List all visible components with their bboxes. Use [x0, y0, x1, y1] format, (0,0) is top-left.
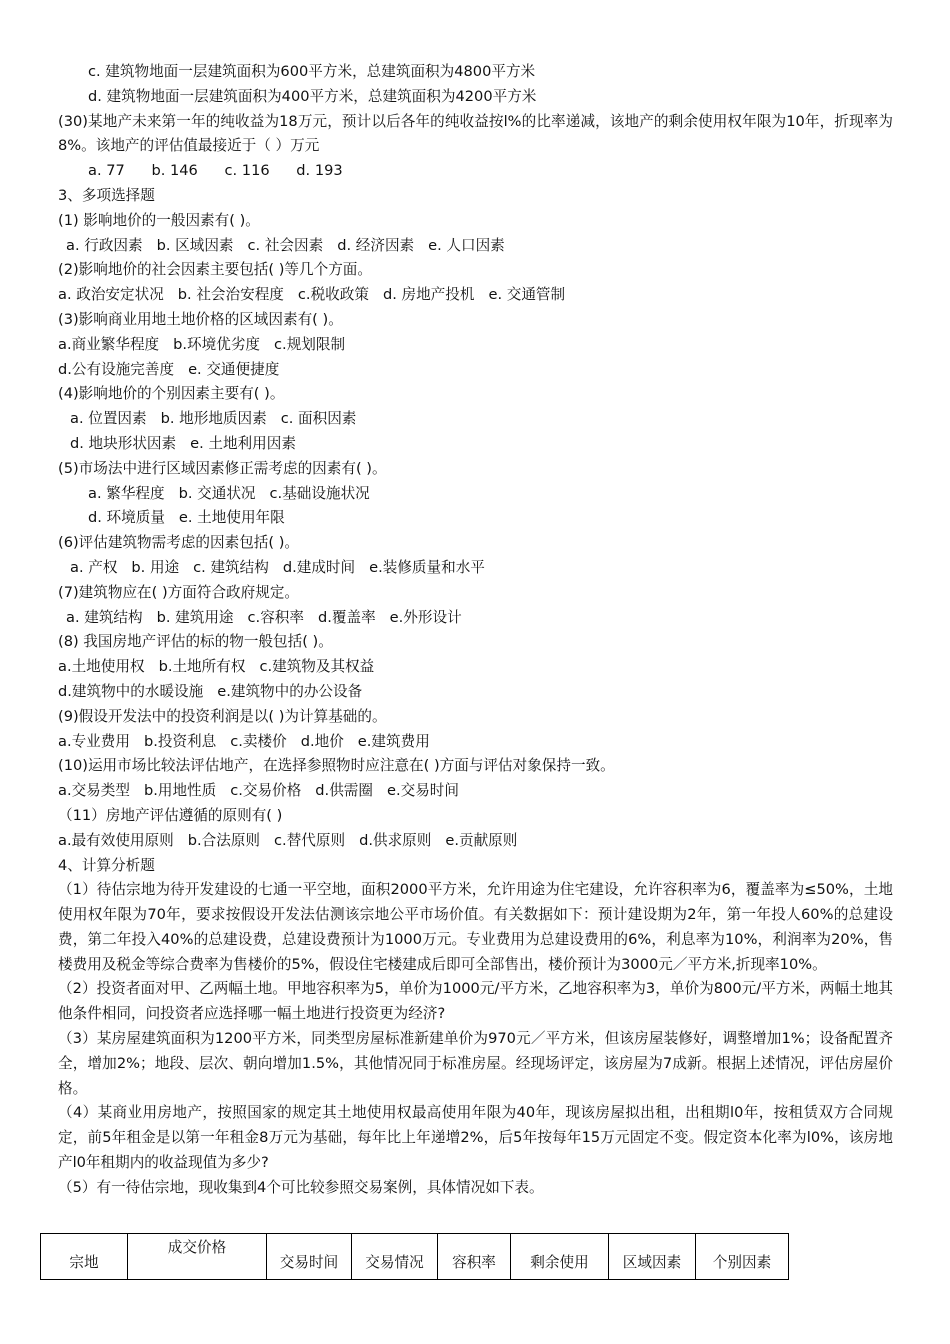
- option: d.供需圈: [315, 782, 373, 800]
- option: d. 经济因素: [337, 236, 415, 254]
- option: d. 环境质量: [88, 509, 165, 527]
- option: b.用地性质: [143, 782, 217, 800]
- option: e. 土地利用因素: [190, 434, 296, 452]
- option: d. 房地产投机: [382, 286, 475, 304]
- option: c.卖楼价: [230, 732, 287, 750]
- calc-question-3: （3）某房屋建筑面积为1200平方米，同类型房屋标准新建单价为970元／平方米，但该房屋装修好，调整增加1%；设备配置齐全，增加2%；地段、层次、朝向增加1.5%，其他情况同于标准房屋。经现场评定，该房屋为7成新。根据上述情况，评估房屋价格。: [58, 1030, 893, 1097]
- table-header-cell: 交易时间: [267, 1234, 352, 1280]
- option: c. 116: [224, 162, 270, 180]
- option: e. 交通管制: [488, 286, 566, 304]
- option: b.环境优劣度: [173, 335, 261, 353]
- question-options: [58, 234, 893, 259]
- option: d. 地块形状因素: [70, 434, 177, 452]
- option: a. 政治安定状况: [58, 286, 164, 304]
- question-3: (3)影响商业用地土地价格的区域因素有( )。: [58, 310, 343, 328]
- question-options: [58, 606, 893, 631]
- option: b.合法原则: [187, 831, 261, 849]
- option: a.交易类型: [58, 782, 130, 800]
- question-30: (30)某地产未来第一年的纯收益为18万元，预计以后各年的纯收益按l%的比率递减，该地产的剩余使用权年限为10年，折现率为8%。该地产的评估值最接近于（ ）万元: [58, 112, 893, 155]
- question-options: [58, 407, 893, 432]
- option: d.覆盖率: [317, 608, 376, 626]
- question-6: (6)评估建筑物需考虑的因素包括( )。: [58, 534, 300, 552]
- option: e.贡献原则: [445, 831, 518, 849]
- option: d.建筑物中的水暖设施: [58, 682, 204, 700]
- question-11: （11）房地产评估遵循的原则有( ): [58, 806, 283, 824]
- comparison-table: [40, 1233, 789, 1280]
- calc-question-5: （5）有一待估宗地，现收集到4个可比较参照交易案例，具体情况如下表。: [58, 1178, 544, 1196]
- document-body: [58, 60, 893, 1201]
- option: a.专业费用: [58, 732, 130, 750]
- table-header-cell: 交易情况: [352, 1234, 438, 1280]
- question-options: [58, 482, 893, 507]
- question-4: (4)影响地价的个别因素主要有( )。: [58, 385, 285, 403]
- option: c.替代原则: [274, 831, 346, 849]
- option: c. 社会因素: [247, 236, 324, 254]
- option: e.建筑物中的办公设备: [217, 682, 363, 700]
- question-options: [58, 680, 893, 705]
- question-9: (9)假设开发法中的投资利润是以( )为计算基础的。: [58, 707, 387, 725]
- option: b. 地形地质因素: [160, 410, 267, 428]
- option: e. 土地使用年限: [178, 509, 285, 527]
- question-options: [58, 358, 893, 383]
- option: c.容积率: [247, 608, 304, 626]
- question-5: (5)市场法中进行区域因素修正需考虑的因素有( )。: [58, 459, 387, 477]
- option: a.商业繁华程度: [58, 335, 160, 353]
- option-line: c. 建筑物地面一层建筑面积为600平方米，总建筑面积为4800平方米: [88, 63, 536, 80]
- option: c.规划限制: [274, 335, 346, 353]
- calc-question-4: （4）某商业用房地产，按照国家的规定其土地使用权最高使用年限为40年，现该房屋拟出租，出租期l0年，按租赁双方合同规定，前5年租金是以第一年租金8万元为基础，每年比上年递增2%，后5年按每年15万元固定不变。假定资本化率为l0%，该房地产l0年租期内的收益现值为多少?: [58, 1104, 893, 1172]
- option: a.土地使用权: [58, 658, 145, 676]
- option: e.建筑费用: [357, 732, 430, 750]
- question-options: [58, 432, 893, 457]
- option: d.建成时间: [282, 558, 356, 576]
- option: c.交易价格: [230, 782, 302, 800]
- option: b. 146: [151, 162, 198, 180]
- table-header-cell: 容积率: [438, 1234, 511, 1280]
- question-options: [58, 829, 893, 854]
- calc-question-2: （2）投资者面对甲、乙两幅土地。甲地容积率为5，单价为1000元/平方米，乙地容积率为3，单价为800元/平方米，两幅土地其他条件相同，问投资者应选择哪一幅土地进行投资更为经济?: [58, 980, 893, 1023]
- option: c. 建筑结构: [193, 558, 269, 576]
- option: d.公有设施完善度: [58, 360, 175, 378]
- table-header-cell: 宗地: [41, 1234, 128, 1280]
- question-8: (8) 我国房地产评估的标的物一般包括( )。: [58, 633, 333, 651]
- question-options: [58, 506, 893, 531]
- option: a. 产权: [70, 558, 118, 576]
- question-30-options: [58, 159, 893, 184]
- section-title: 3、多项选择题: [58, 186, 155, 204]
- option: b. 区域因素: [156, 236, 234, 254]
- table-header-cell: 剩余使用: [511, 1234, 609, 1280]
- question-7: (7)建筑物应在( )方面符合政府规定。: [58, 583, 300, 601]
- question-options: [58, 283, 893, 308]
- calc-question-1: （1）待估宗地为待开发建设的七通一平空地，面积2000平方米，允许用途为住宅建设，允许容积率为6，覆盖率为≤50%，土地使用权年限为70年，要求按假设开发法估测该宗地公平市场价值。有关数据如下：预计建设期为2年，第一年投人60%的总建设费，第二年投入40%的总建设费，总建设费预计为1000万元。专业费用为总建设费用的6%，利息率为10%，利润率为20%，售楼费用及税金等综合费率为售楼价的5%，假设住宅楼建成后即可全部售出，楼价预计为3000元／平方米,折现率10%。: [58, 881, 893, 973]
- table-header-cell: 个别因素: [696, 1234, 789, 1280]
- option: a.最有效使用原则: [58, 831, 174, 849]
- question-1: (1) 影响地价的一般因素有( )。: [58, 211, 260, 229]
- option: a. 位置因素: [70, 410, 147, 428]
- question-options: [58, 333, 893, 358]
- option: d. 193: [296, 162, 343, 180]
- section-title: 4、计算分析题: [58, 856, 155, 874]
- option: a. 繁华程度: [88, 484, 165, 502]
- option: c. 面积因素: [280, 410, 357, 428]
- option: d.供求原则: [359, 831, 432, 849]
- option: b. 社会治安程度: [177, 286, 284, 304]
- option-line: d. 建筑物地面一层建筑面积为400平方米，总建筑面积为4200平方米: [88, 87, 537, 105]
- table-header-cell: 区域因素: [609, 1234, 696, 1280]
- option: b. 用途: [131, 558, 180, 576]
- option: e.交易时间: [386, 782, 459, 800]
- option: a. 建筑结构: [66, 608, 143, 626]
- question-options: [58, 779, 893, 804]
- table-header-row: [41, 1234, 789, 1280]
- option: b. 交通状况: [178, 484, 256, 502]
- option: d.地价: [300, 732, 344, 750]
- option: e.装修质量和水平: [369, 558, 485, 576]
- option: c.建筑物及其权益: [259, 658, 375, 676]
- option: b. 建筑用途: [156, 608, 234, 626]
- question-2: (2)影响地价的社会因素主要包括( )等几个方面。: [58, 261, 372, 279]
- option: b.土地所有权: [158, 658, 246, 676]
- table-header-cell: 成交价格: [128, 1234, 267, 1280]
- option: b.投资利息: [143, 732, 217, 750]
- multiple-choice-section: [58, 209, 893, 854]
- option: e.外形设计: [389, 608, 462, 626]
- option: c.基础设施状况: [269, 484, 370, 502]
- question-options: [58, 730, 893, 755]
- option: e. 人口因素: [428, 236, 505, 254]
- question-options: [58, 655, 893, 680]
- question-options: [58, 556, 893, 581]
- option: e. 交通便捷度: [188, 360, 280, 378]
- option: a. 77: [88, 162, 125, 180]
- option: c.税收政策: [297, 286, 369, 304]
- option: a. 行政因素: [66, 236, 143, 254]
- question-10: (10)运用市场比较法评估地产，在选择参照物时应注意在( )方面与评估对象保持一致。: [58, 757, 615, 775]
